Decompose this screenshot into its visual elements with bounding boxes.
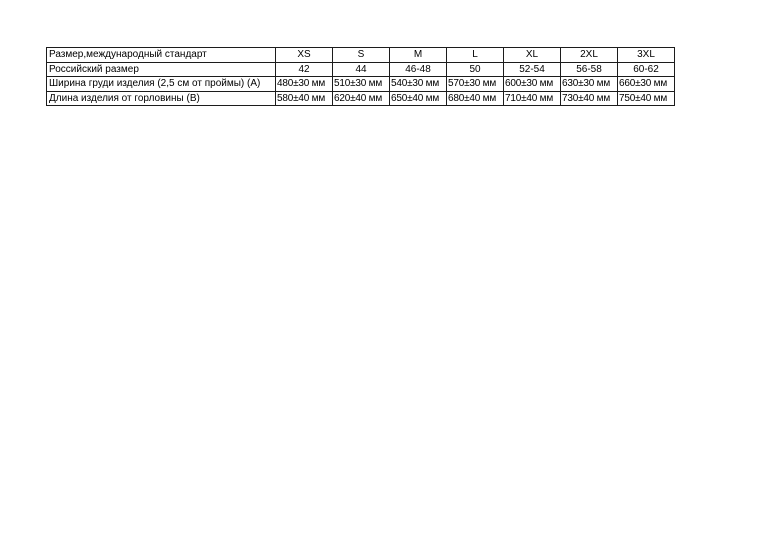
measurement-cell: 540±30 мм — [390, 77, 447, 92]
size-cell: 46-48 — [390, 62, 447, 77]
size-cell: 52-54 — [504, 62, 561, 77]
measurement-cell: 750±40 мм — [618, 91, 675, 106]
measurement-cell: 600±30 мм — [504, 77, 561, 92]
measurement-cell: 480±30 мм — [276, 77, 333, 92]
measurement-cell: 710±40 мм — [504, 91, 561, 106]
measurement-cell: 660±30 мм — [618, 77, 675, 92]
size-cell: 2XL — [561, 48, 618, 63]
table-row-russian-size — [47, 62, 675, 77]
measurement-cell: 680±40 мм — [447, 91, 504, 106]
size-cell: 44 — [333, 62, 390, 77]
size-cell: XL — [504, 48, 561, 63]
table-row-garment-length — [47, 91, 675, 106]
size-cell: 56-58 — [561, 62, 618, 77]
size-cell: XS — [276, 48, 333, 63]
row-label-cell: Российский размер — [47, 62, 276, 77]
table-row-international-size — [47, 48, 675, 63]
measurement-cell: 570±30 мм — [447, 77, 504, 92]
size-chart-table — [46, 47, 675, 106]
row-label-cell: Длина изделия от горловины (В) — [47, 91, 276, 106]
row-label-cell: Размер,международный стандарт — [47, 48, 276, 63]
size-cell: 3XL — [618, 48, 675, 63]
size-cell: 60-62 — [618, 62, 675, 77]
size-cell: M — [390, 48, 447, 63]
measurement-cell: 630±30 мм — [561, 77, 618, 92]
measurement-cell: 730±40 мм — [561, 91, 618, 106]
measurement-cell: 580±40 мм — [276, 91, 333, 106]
size-cell: 50 — [447, 62, 504, 77]
measurement-cell: 650±40 мм — [390, 91, 447, 106]
size-cell: 42 — [276, 62, 333, 77]
row-label-cell: Ширина груди изделия (2,5 см от проймы) (А) — [47, 77, 276, 92]
size-cell: S — [333, 48, 390, 63]
size-cell: L — [447, 48, 504, 63]
table-row-chest-width — [47, 77, 675, 92]
measurement-cell: 620±40 мм — [333, 91, 390, 106]
measurement-cell: 510±30 мм — [333, 77, 390, 92]
